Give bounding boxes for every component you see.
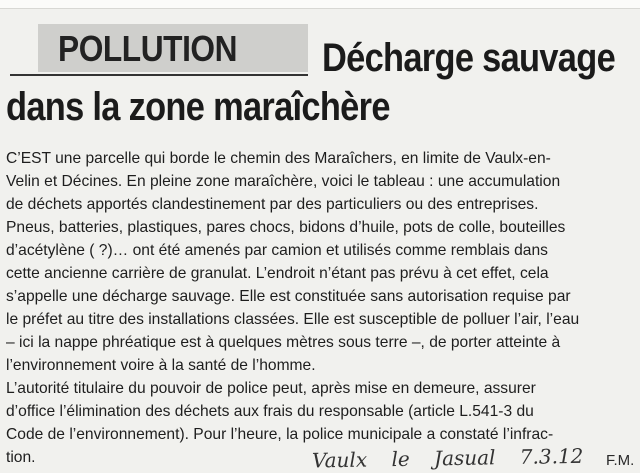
- source-date: 7.3.12: [519, 443, 584, 469]
- body-line: l’environnement voire à la santé de l’homme.: [6, 357, 316, 374]
- source-word: le: [391, 446, 410, 472]
- kicker-underline: [10, 74, 308, 76]
- body-line: L’autorité titulaire du pouvoir de police peut, après mise en demeure, assurer: [6, 380, 536, 397]
- body-line: de déchets apportés clandestinement par des particuliers ou des entreprises.: [6, 196, 539, 213]
- body-line: Pneus, batteries, plastiques, pares chocs, bidons d’huile, pots de colle, bouteilles: [6, 219, 566, 236]
- article-title-line-1: Décharge sauvage: [322, 36, 616, 80]
- body-line: cette ancienne carrière de granulat. L’endroit n’étant pas prévu à cet effet, cela: [6, 265, 549, 282]
- body-line: – ici la nappe phréatique est à quelques mètres sous terre –, de porter atteinte à: [6, 334, 561, 351]
- body-line: tion.: [6, 449, 36, 466]
- source-word: Jasual: [433, 445, 496, 471]
- article-kicker: POLLUTION: [58, 28, 238, 69]
- body-line: d’acétylène ( ?)… ont été amenés par camion et utilisés comme remblais dans: [6, 242, 548, 259]
- body-line: s’appelle une décharge sauvage. Elle est constituée sans autorisation requise par: [6, 288, 571, 305]
- body-line: Velin et Décines. En pleine zone maraîchère, voici le tableau : une accumulation: [6, 173, 561, 190]
- body-line: le préfet au titre des installations classées. Elle est susceptible de polluer l’air, l’eau: [6, 311, 580, 328]
- article-title-line-2: dans la zone maraîchère: [6, 85, 390, 129]
- body-line: d’office l’élimination des déchets aux frais du responsable (article L.541-3 du: [6, 403, 534, 420]
- body-line: C’EST une parcelle qui borde le chemin des Maraîchers, en limite de Vaulx-en-: [6, 150, 551, 167]
- clipping-top-edge: [0, 0, 640, 9]
- author-initials: F.M.: [606, 452, 635, 469]
- body-line: Code de l’environnement). Pour l’heure, la police municipale a constaté l’infrac-: [6, 426, 554, 443]
- handwritten-source-note: [312, 443, 602, 472]
- source-word: Vaulx: [311, 447, 368, 473]
